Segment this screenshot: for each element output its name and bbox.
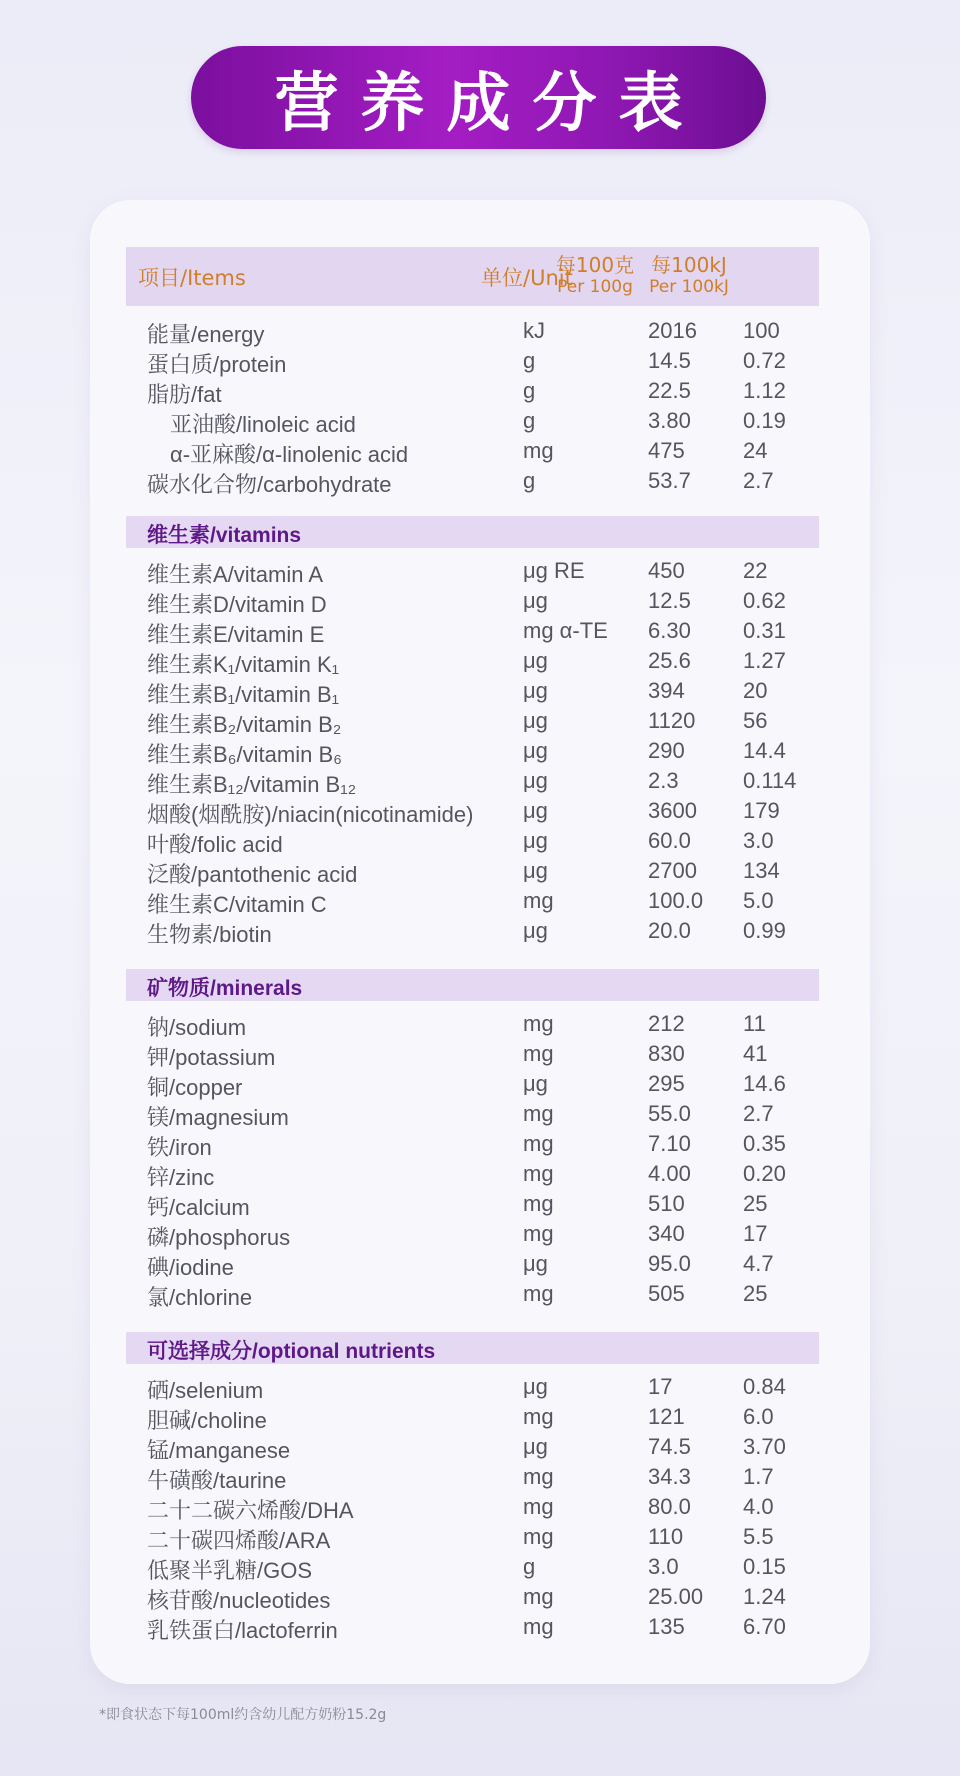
nutrient-unit: mg [523, 1101, 554, 1126]
nutrient-name: 低聚半乳糖/GOS [147, 1558, 313, 1583]
value-per100g: 6.30 [648, 618, 691, 643]
nutrient-unit: μg [523, 738, 548, 763]
table-row [0, 888, 960, 918]
value-per100g: 295 [648, 1071, 685, 1096]
value-per100kj: 134 [743, 858, 780, 883]
table-row [0, 1584, 960, 1614]
nutrient-name: α-亚麻酸/α-linolenic acid [170, 442, 409, 467]
table-row [0, 1191, 960, 1221]
value-per100g: 20.0 [648, 918, 691, 943]
value-per100g: 95.0 [648, 1251, 691, 1276]
value-per100kj: 25 [743, 1191, 768, 1216]
header-per100g-en: Per 100g [557, 277, 633, 297]
nutrient-name: 乳铁蛋白/lactoferrin [147, 1618, 338, 1643]
nutrient-unit: mg [523, 1584, 554, 1609]
nutrient-unit: mg [523, 1221, 554, 1246]
nutrient-unit: mg [523, 1191, 554, 1216]
nutrient-name: 核苷酸/nucleotides [147, 1588, 331, 1613]
table-row [0, 858, 960, 888]
nutrient-unit: g [523, 348, 536, 373]
nutrient-name: 维生素B₆/vitamin B₆ [147, 742, 343, 767]
value-per100g: 110 [648, 1524, 684, 1549]
nutrient-unit: μg [523, 858, 548, 883]
table-row [0, 1251, 960, 1281]
value-per100g: 830 [648, 1041, 685, 1066]
value-per100g: 475 [648, 438, 685, 463]
value-per100kj: 14.4 [743, 738, 786, 763]
value-per100g: 34.3 [648, 1464, 691, 1489]
value-per100g: 3.0 [648, 1554, 679, 1579]
nutrient-unit: mg [523, 1011, 554, 1036]
nutrient-name: 生物素/biotin [147, 922, 272, 947]
header-items: 项目/Items [138, 266, 246, 290]
value-per100g: 74.5 [648, 1434, 691, 1459]
nutrient-name: 锌/zinc [147, 1165, 215, 1190]
nutrient-unit: μg RE [523, 558, 585, 583]
value-per100kj: 0.72 [743, 348, 786, 373]
value-per100g: 394 [648, 678, 685, 703]
value-per100g: 2.3 [648, 768, 679, 793]
value-per100kj: 0.35 [743, 1131, 786, 1156]
page-title: 营养成分表 [274, 66, 705, 141]
value-per100kj: 100 [743, 318, 780, 343]
value-per100g: 340 [648, 1221, 685, 1246]
value-per100kj: 25 [743, 1281, 768, 1306]
value-per100g: 290 [648, 738, 685, 763]
table-row [0, 1101, 960, 1131]
value-per100kj: 3.0 [743, 828, 774, 853]
table-row [0, 438, 960, 468]
value-per100kj: 0.15 [743, 1554, 786, 1579]
nutrient-name: 铜/copper [147, 1075, 243, 1100]
nutrient-name: 能量/energy [147, 322, 265, 347]
value-per100kj: 22 [743, 558, 768, 583]
nutrient-name: 蛋白质/protein [147, 352, 287, 377]
table-row [0, 1464, 960, 1494]
table-row [0, 318, 960, 348]
table-row [0, 1161, 960, 1191]
header-unit: 单位/Unit [481, 266, 573, 290]
section-title: 可选择成分/optional nutrients [147, 1340, 436, 1363]
nutrient-name: 碘/iodine [147, 1255, 234, 1280]
value-per100g: 121 [648, 1404, 685, 1429]
value-per100kj: 17 [743, 1221, 768, 1246]
value-per100kj: 0.20 [743, 1161, 786, 1186]
value-per100g: 450 [648, 558, 685, 583]
value-per100kj: 24 [743, 438, 768, 463]
table-row [0, 918, 960, 948]
nutrient-name: 叶酸/folic acid [147, 832, 283, 857]
nutrient-unit: μg [523, 648, 548, 673]
nutrient-unit: mg [523, 438, 554, 463]
nutrient-unit: kJ [523, 318, 545, 343]
value-per100g: 7.10 [648, 1131, 691, 1156]
value-per100g: 55.0 [648, 1101, 691, 1126]
section-header [126, 516, 819, 548]
value-per100kj: 6.0 [743, 1404, 774, 1429]
table-row [0, 1071, 960, 1101]
table-row [0, 468, 960, 498]
table-row [0, 1281, 960, 1311]
title-banner [191, 46, 766, 149]
nutrient-name: 脂肪/fat [147, 382, 222, 407]
nutrient-unit: μg [523, 1374, 548, 1399]
nutrient-unit: μg [523, 1434, 548, 1459]
value-per100kj: 6.70 [743, 1614, 786, 1639]
nutrient-name: 磷/phosphorus [147, 1225, 291, 1250]
nutrient-name: 维生素K₁/vitamin K₁ [147, 652, 340, 677]
nutrient-unit: mg [523, 1464, 554, 1489]
nutrient-unit: mg [523, 1041, 554, 1066]
nutrient-name: 镁/magnesium [147, 1105, 289, 1130]
section-title: 维生素/vitamins [147, 524, 302, 547]
value-per100kj: 1.27 [743, 648, 786, 673]
table-row [0, 798, 960, 828]
nutrient-name: 维生素C/vitamin C [147, 892, 327, 917]
header-per100kj-en: Per 100kJ [649, 277, 729, 297]
nutrient-name: 氯/chlorine [147, 1285, 253, 1310]
nutrient-unit: μg [523, 768, 548, 793]
nutrient-name: 钙/calcium [147, 1195, 250, 1220]
value-per100g: 14.5 [648, 348, 691, 373]
table-row [0, 708, 960, 738]
nutrient-unit: mg [523, 1131, 554, 1156]
nutrient-unit: μg [523, 918, 548, 943]
value-per100g: 3600 [648, 798, 697, 823]
value-per100g: 25.6 [648, 648, 691, 673]
nutrient-unit: μg [523, 798, 548, 823]
table-row [0, 1434, 960, 1464]
value-per100kj: 0.19 [743, 408, 786, 433]
table-row [0, 828, 960, 858]
value-per100g: 505 [648, 1281, 685, 1306]
nutrient-name: 二十二碳六烯酸/DHA [147, 1498, 354, 1523]
nutrient-unit: mg [523, 1161, 554, 1186]
value-per100g: 3.80 [648, 408, 691, 433]
table-row [0, 1011, 960, 1041]
table-header [126, 247, 819, 306]
value-per100kj: 0.84 [743, 1374, 786, 1399]
value-per100g: 2016 [648, 318, 697, 343]
table-row [0, 678, 960, 708]
section-header [126, 1332, 819, 1364]
table-row [0, 1614, 960, 1644]
nutrient-name: 硒/selenium [147, 1378, 264, 1403]
table-row [0, 1221, 960, 1251]
nutrient-unit: g [523, 408, 536, 433]
value-per100kj: 5.5 [743, 1524, 774, 1549]
value-per100kj: 14.6 [743, 1071, 786, 1096]
value-per100g: 4.00 [648, 1161, 691, 1186]
nutrient-name: 钠/sodium [147, 1015, 247, 1040]
table-row [0, 588, 960, 618]
nutrient-unit: mg [523, 1281, 554, 1306]
nutrient-unit: g [523, 378, 536, 403]
value-per100g: 2700 [648, 858, 697, 883]
value-per100kj: 1.24 [743, 1584, 786, 1609]
nutrient-unit: g [523, 468, 536, 493]
section-header [126, 969, 819, 1001]
nutrient-unit: mg [523, 1524, 554, 1549]
header-per100kj-cn: 每100kJ [651, 253, 727, 277]
table-row [0, 558, 960, 588]
value-per100g: 22.5 [648, 378, 691, 403]
value-per100g: 135 [648, 1614, 685, 1639]
table-row [0, 618, 960, 648]
nutrient-name: 钾/potassium [147, 1045, 276, 1070]
nutrient-name: 维生素B₁/vitamin B₁ [147, 682, 340, 707]
table-row [0, 1131, 960, 1161]
nutrient-name: 维生素E/vitamin E [147, 622, 325, 647]
nutrient-unit: mg [523, 888, 554, 913]
header-per100g-cn: 每100克 [555, 253, 635, 277]
nutrient-unit: μg [523, 588, 548, 613]
nutrient-name: 维生素A/vitamin A [147, 562, 324, 587]
nutrient-name: 碳水化合物/carbohydrate [147, 472, 392, 497]
value-per100kj: 0.99 [743, 918, 786, 943]
value-per100kj: 20 [743, 678, 768, 703]
nutrient-name: 牛磺酸/taurine [147, 1468, 287, 1493]
value-per100kj: 11 [743, 1011, 766, 1036]
nutrient-unit: μg [523, 1071, 548, 1096]
nutrient-name: 亚油酸/linoleic acid [170, 412, 356, 437]
nutrient-unit: μg [523, 678, 548, 703]
nutrient-unit: mg [523, 1494, 554, 1519]
nutrient-name: 胆碱/choline [147, 1408, 267, 1433]
value-per100g: 100.0 [648, 888, 704, 913]
nutrient-name: 维生素B₁₂/vitamin B₁₂ [147, 772, 357, 797]
value-per100g: 17 [648, 1374, 673, 1399]
value-per100kj: 56 [743, 708, 768, 733]
value-per100g: 80.0 [648, 1494, 691, 1519]
nutrient-name: 维生素D/vitamin D [147, 592, 327, 617]
value-per100kj: 5.0 [743, 888, 774, 913]
table-row [0, 408, 960, 438]
value-per100kj: 2.7 [743, 1101, 774, 1126]
value-per100kj: 0.114 [743, 768, 797, 793]
value-per100kj: 1.7 [743, 1464, 774, 1489]
nutrient-unit: μg [523, 828, 548, 853]
value-per100g: 12.5 [648, 588, 691, 613]
nutrient-unit: μg [523, 1251, 548, 1276]
nutrient-name: 烟酸(烟酰胺)/niacin(nicotinamide) [147, 802, 474, 827]
table-row [0, 378, 960, 408]
section-title: 矿物质/minerals [147, 977, 303, 1000]
table-row [0, 1041, 960, 1071]
table-row [0, 1404, 960, 1434]
table-row [0, 1524, 960, 1554]
nutrient-unit: g [523, 1554, 536, 1579]
nutrient-name: 锰/manganese [147, 1438, 291, 1463]
value-per100g: 212 [648, 1011, 685, 1036]
footnote: *即食状态下每100ml约含幼儿配方奶粉15.2g [99, 1707, 387, 1723]
value-per100g: 53.7 [648, 468, 691, 493]
value-per100kj: 4.7 [743, 1251, 774, 1276]
value-per100g: 60.0 [648, 828, 691, 853]
value-per100kj: 0.31 [743, 618, 786, 643]
value-per100kj: 0.62 [743, 588, 786, 613]
table-row [0, 1374, 960, 1404]
table-row [0, 648, 960, 678]
value-per100kj: 41 [743, 1041, 768, 1066]
value-per100kj: 2.7 [743, 468, 774, 493]
nutrient-unit: μg [523, 708, 548, 733]
table-row [0, 738, 960, 768]
table-row [0, 1554, 960, 1584]
value-per100kj: 179 [743, 798, 780, 823]
table-row [0, 768, 960, 798]
header-per100kj [634, 254, 744, 298]
table-row [0, 1494, 960, 1524]
value-per100g: 25.00 [648, 1584, 704, 1609]
value-per100g: 510 [648, 1191, 685, 1216]
nutrient-name: 铁/iron [147, 1135, 212, 1160]
nutrient-unit: mg α-TE [523, 618, 608, 643]
value-per100kj: 4.0 [743, 1494, 774, 1519]
table-row [0, 348, 960, 378]
value-per100kj: 1.12 [743, 378, 786, 403]
nutrient-unit: mg [523, 1404, 554, 1429]
nutrient-name: 泛酸/pantothenic acid [147, 862, 358, 887]
value-per100kj: 3.70 [743, 1434, 786, 1459]
nutrient-unit: mg [523, 1614, 554, 1639]
nutrient-name: 二十碳四烯酸/ARA [147, 1528, 331, 1553]
nutrient-name: 维生素B₂/vitamin B₂ [147, 712, 342, 737]
value-per100g: 1120 [648, 708, 696, 733]
